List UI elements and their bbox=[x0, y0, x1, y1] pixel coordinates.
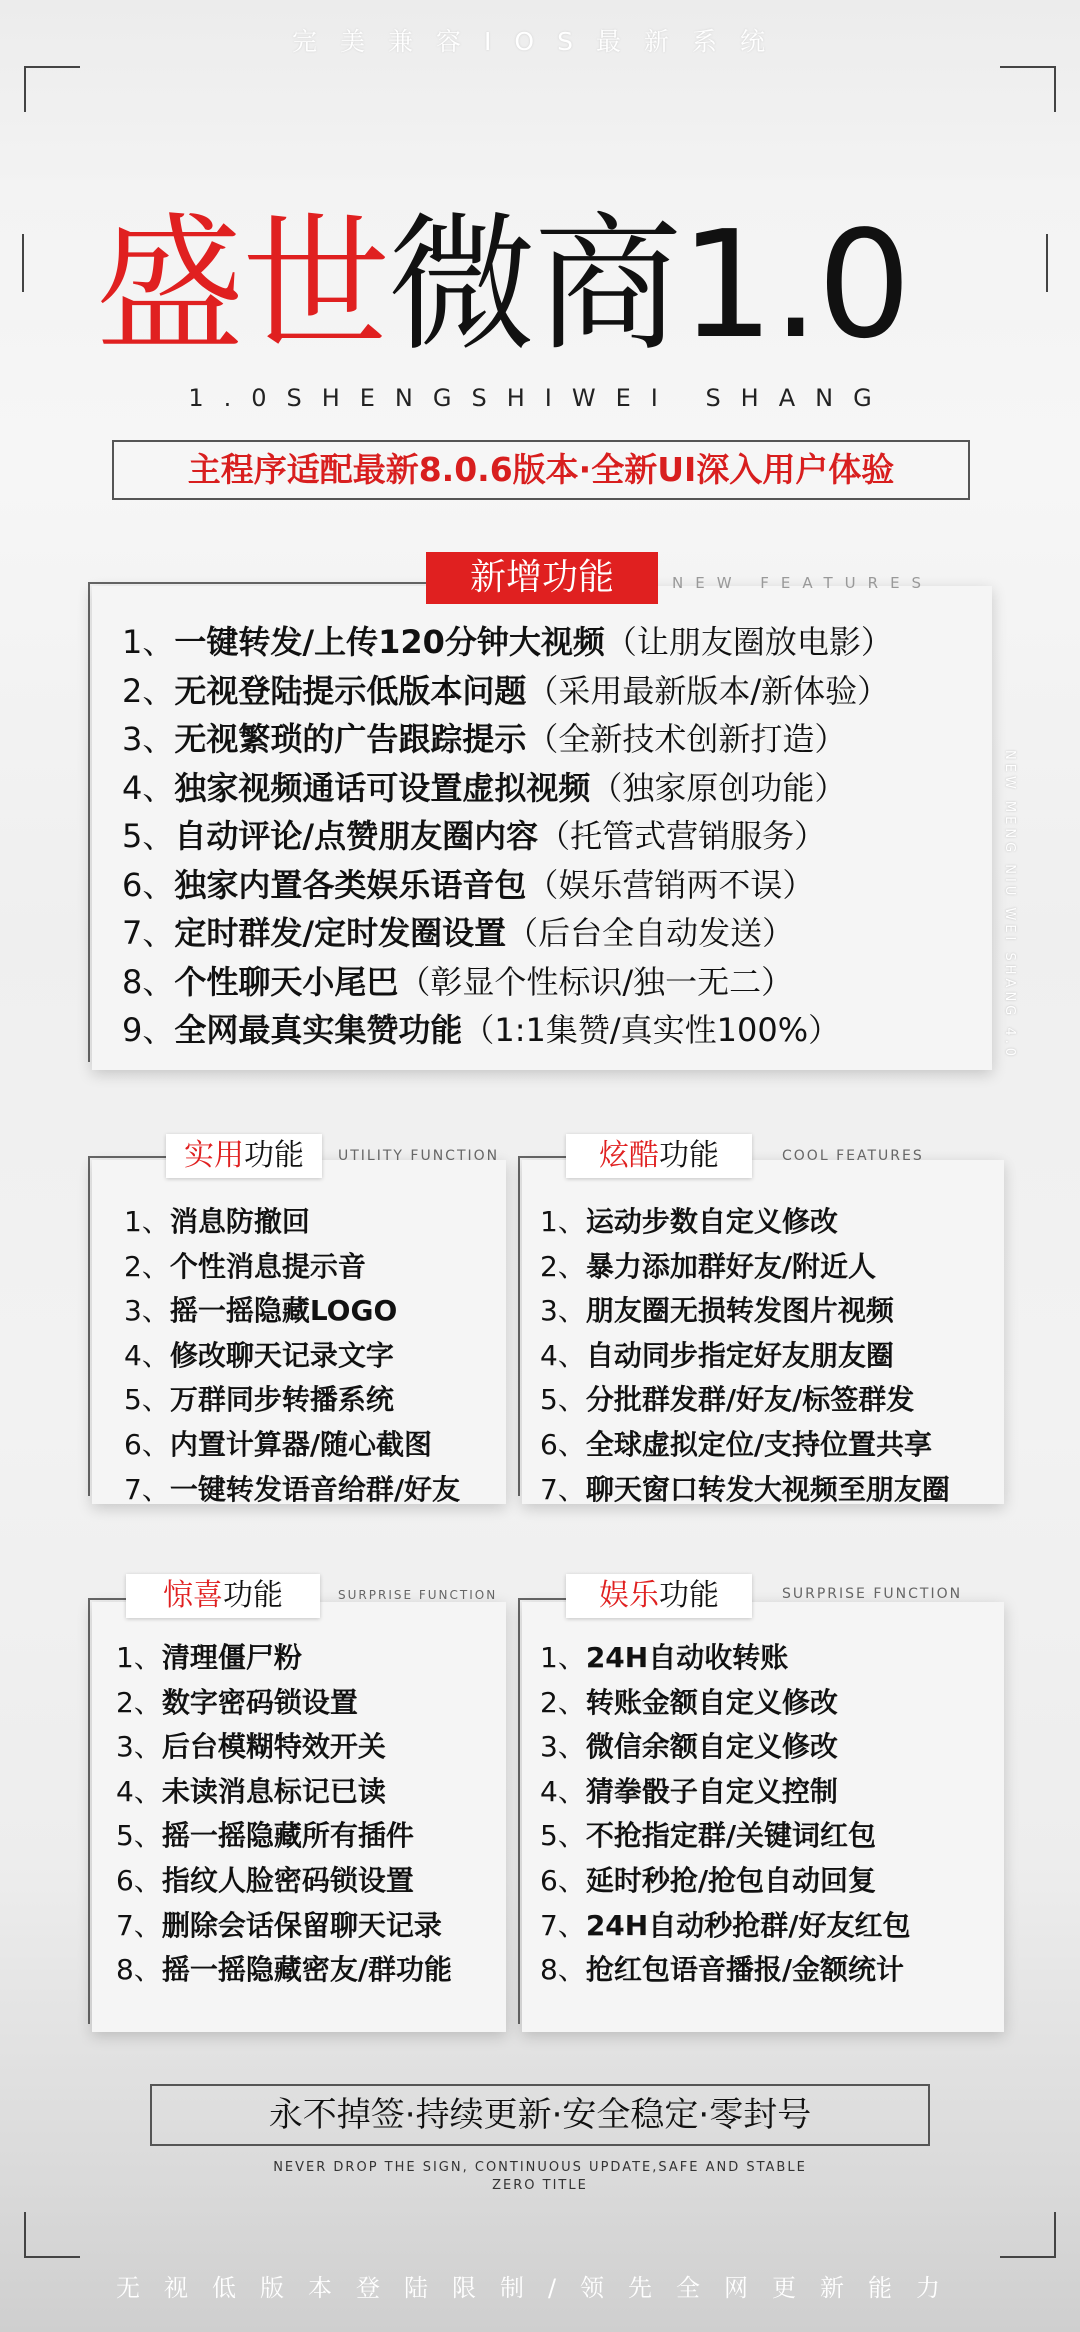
list-item: 3、微信余额自定义修改 bbox=[540, 1730, 838, 1764]
list-item: 2、数字密码锁设置 bbox=[116, 1685, 358, 1719]
surprise-tag: 惊喜功能 bbox=[126, 1574, 320, 1618]
list-item: 2、个性消息提示音 bbox=[124, 1249, 366, 1283]
divider bbox=[88, 582, 90, 1062]
surprise-list bbox=[116, 1636, 452, 1993]
side-vertical-text: NEW MENG NIU WEI SHANG 4.0 bbox=[1002, 750, 1017, 1061]
list-item: 1、清理僵尸粉 bbox=[116, 1641, 302, 1674]
list-item: 3、后台模糊特效开关 bbox=[116, 1730, 386, 1764]
subtitle: 1.0SHENGSHIWEI SHANG bbox=[188, 384, 892, 412]
title-right-bracket bbox=[1000, 234, 1048, 292]
list-item: 5、万群同步转播系统 bbox=[124, 1383, 394, 1417]
divider bbox=[88, 1598, 128, 1600]
list-item: 5、自动评论/点赞朋友圈内容（托管式营销服务） bbox=[122, 817, 827, 855]
new-features-en: NEW FEATURES bbox=[672, 574, 934, 592]
list-item: 6、延时秒抢/抢包自动回复 bbox=[540, 1863, 877, 1897]
list-item: 5、分批群发群/好友/标签群发 bbox=[540, 1383, 915, 1417]
list-item: 4、未读消息标记已读 bbox=[116, 1774, 386, 1808]
list-item: 7、删除会话保留聊天记录 bbox=[116, 1908, 442, 1942]
utility-list bbox=[124, 1200, 460, 1512]
list-item: 6、独家内置各类娱乐语音包（娱乐营销两不误） bbox=[122, 865, 815, 904]
list-item: 1、消息防撤回 bbox=[124, 1205, 310, 1238]
divider bbox=[518, 1156, 568, 1158]
list-item: 8、抢红包语音播报/金额统计 bbox=[540, 1953, 905, 1987]
list-item: 8、个性聊天小尾巴（彰显个性标识/独一无二） bbox=[122, 962, 794, 1001]
list-item: 8、摇一摇隐藏密友/群功能 bbox=[116, 1953, 453, 1987]
version-banner: 主程序适配最新8.0.6版本·全新UI深入用户体验 bbox=[112, 440, 970, 500]
top-slogan: 完美兼容IOS最新系统 bbox=[292, 27, 788, 56]
divider bbox=[518, 1156, 520, 1496]
cool-en: COOL FEATURES bbox=[782, 1148, 924, 1164]
divider bbox=[88, 1156, 90, 1496]
list-item: 7、聊天窗口转发大视频至朋友圈 bbox=[540, 1472, 950, 1506]
list-item: 5、不抢指定群/关键词红包 bbox=[540, 1819, 877, 1853]
cool-tag: 炫酷功能 bbox=[566, 1134, 752, 1178]
list-item: 6、指纹人脸密码锁设置 bbox=[116, 1863, 414, 1897]
list-item: 1、一键转发/上传120分钟大视频（让朋友圈放电影） bbox=[122, 623, 893, 661]
utility-tag: 实用功能 bbox=[166, 1134, 322, 1178]
bottom-left-bracket bbox=[24, 2212, 80, 2258]
divider bbox=[518, 1598, 568, 1600]
list-item: 3、朋友圈无损转发图片视频 bbox=[540, 1294, 894, 1328]
title-red: 盛世 bbox=[96, 199, 388, 371]
list-item: 7、一键转发语音给群/好友 bbox=[124, 1472, 461, 1506]
utility-en: UTILITY FUNCTION bbox=[338, 1148, 500, 1164]
entertainment-tag: 娱乐功能 bbox=[566, 1574, 752, 1618]
divider bbox=[88, 1598, 90, 2024]
list-item: 2、暴力添加群好友/附近人 bbox=[540, 1249, 877, 1283]
title-left-bracket bbox=[22, 234, 70, 292]
app-title bbox=[96, 200, 996, 370]
list-item: 1、24H自动收转账 bbox=[540, 1641, 789, 1674]
list-item: 7、24H自动秒抢群/好友红包 bbox=[540, 1908, 911, 1942]
list-item: 5、摇一摇隐藏所有插件 bbox=[116, 1819, 414, 1853]
top-right-bracket bbox=[1000, 66, 1056, 112]
surprise-en: SURPRISE FUNCTION bbox=[338, 1588, 498, 1602]
list-item: 3、无视繁琐的广告跟踪提示（全新技术创新打造） bbox=[122, 720, 847, 758]
list-item: 6、全球虚拟定位/支持位置共享 bbox=[540, 1427, 933, 1461]
list-item: 4、修改聊天记录文字 bbox=[124, 1338, 394, 1372]
list-item: 3、摇一摇隐藏LOGO bbox=[124, 1294, 398, 1328]
list-item: 2、转账金额自定义修改 bbox=[540, 1685, 838, 1719]
title-black: 微商1.0 bbox=[388, 199, 910, 371]
footer-en-line-1: NEVER DROP THE SIGN, CONTINUOUS UPDATE,SAFE AND STABLE bbox=[273, 2160, 807, 2175]
entertainment-list bbox=[540, 1636, 910, 1993]
list-item: 7、定时群发/定时发圈设置（后台全自动发送） bbox=[122, 914, 795, 952]
list-item: 9、全网最真实集赞功能（1:1集赞/真实性100%） bbox=[122, 1011, 841, 1049]
list-item: 1、运动步数自定义修改 bbox=[540, 1205, 838, 1238]
footer-en-line-2: ZERO TITLE bbox=[492, 2178, 588, 2193]
divider bbox=[88, 582, 428, 584]
list-item: 4、独家视频通话可设置虚拟视频（独家原创功能） bbox=[122, 768, 847, 807]
bottom-right-bracket bbox=[1000, 2212, 1056, 2258]
new-features-list bbox=[122, 618, 893, 1055]
divider bbox=[88, 1156, 168, 1158]
footer-banner: 永不掉签·持续更新·安全稳定·零封号 bbox=[150, 2084, 930, 2146]
bottom-slogan: 无视低版本登陆限制/领先全网更新能力 bbox=[115, 2274, 965, 2302]
list-item: 4、自动同步指定好友朋友圈 bbox=[540, 1338, 894, 1372]
list-item: 6、内置计算器/随心截图 bbox=[124, 1427, 433, 1461]
list-item: 4、猜拳骰子自定义控制 bbox=[540, 1774, 838, 1808]
new-features-tag: 新增功能 bbox=[426, 552, 658, 604]
entertainment-en: SURPRISE FUNCTION bbox=[782, 1586, 963, 1602]
top-left-bracket bbox=[24, 66, 80, 112]
list-item: 2、无视登陆提示低版本问题（采用最新版本/新体验） bbox=[122, 671, 890, 710]
divider bbox=[518, 1598, 520, 2024]
cool-list bbox=[540, 1200, 950, 1512]
